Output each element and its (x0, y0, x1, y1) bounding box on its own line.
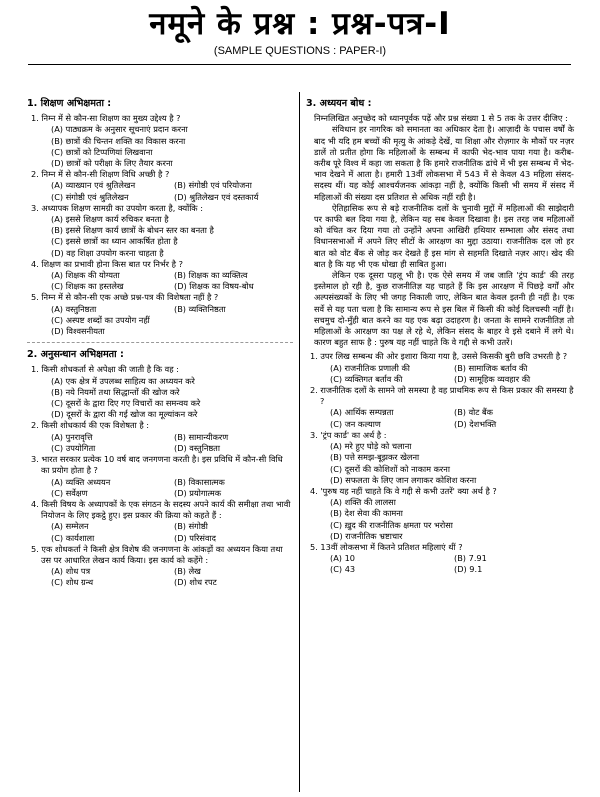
option: (B) संगोष्ठी (174, 521, 208, 532)
page-title: नमूने के प्रश्न : प्रश्न-पत्र-I (149, 6, 451, 42)
option-grid (330, 407, 574, 429)
left-column (27, 94, 293, 589)
option-grid (51, 432, 293, 454)
option: (B) संगोष्ठी एवं परियोजना (174, 180, 252, 191)
option: (D) सफलता के लिए जान लगाकर कोशिश करना (330, 474, 477, 485)
question: 3. 'ट्रंप कार्ड' का अर्थ है : (310, 429, 387, 440)
option: (B) वोट बैंक (454, 407, 493, 418)
option: (B) सामाजिक बर्ताव की (454, 362, 528, 373)
option: (B) इससे शिक्षण कार्य छात्रों के बोधन स्तर का बनता है (51, 225, 214, 236)
option: (A) शोध पत्र (51, 566, 91, 577)
option: (B) व्यक्तिनिष्ठता (174, 303, 226, 314)
option: (B) देश सेवा की कामना (330, 508, 403, 519)
option: (C) कार्यशाला (51, 532, 95, 543)
option-grid (51, 566, 293, 588)
right-column (306, 94, 574, 576)
option: (A) 10 (330, 553, 356, 564)
option: (B) विकासात्मक (174, 476, 225, 487)
option: (D) राजनीतिक भ्रष्टाचार (330, 530, 403, 541)
option: (C) उपयोगिता (51, 442, 96, 453)
question: 2. निम्न में से कौन-सी शिक्षण विधि अच्छी है ? (31, 169, 170, 180)
option: (B) सामान्यीकरण (174, 431, 229, 442)
question: 5. 13वीं लोकसभा में कितने प्रतिशत महिलाएं थीं ? (310, 541, 463, 552)
option: (C) दूसरों के द्वारा दिए गए विचारों का समन्वय करे (51, 398, 201, 409)
option: (C) जन कल्याण (330, 418, 381, 429)
option-grid (51, 304, 293, 315)
option: (D) वस्तुनिष्ठता (174, 442, 220, 453)
option: (D) दूसरों के द्वारा की गई खोज का मूल्यांकन करे (51, 409, 198, 420)
question: 4. 'पुरुष यह नहीं चाहते कि वे गद्दी से कभी उतरें' क्या अर्थ है ? (310, 485, 497, 496)
option-grid (51, 270, 293, 292)
page-subtitle: (SAMPLE QUESTIONS : PAPER-I) (213, 45, 387, 57)
option: (A) व्याख्यान एवं श्रुतिलेखन (51, 180, 136, 191)
option-grid (51, 477, 293, 499)
option: (D) 9.1 (454, 564, 483, 575)
section-heading: 1. शिक्षण अभिक्षमता : (27, 98, 112, 109)
section-separator (27, 342, 293, 344)
option: (A) शक्ति की लालसा (330, 497, 396, 508)
option: (A) राजनीतिक प्रणाली की (330, 362, 410, 373)
question: 2. राजनीतिक दलों के सामने जो समस्या है वह प्राथमिक रूप से किस प्रकार की समस्या है ? (310, 385, 574, 407)
option: (C) शिक्षक का हस्तलेख (51, 281, 124, 292)
option: (B) शिक्षक का व्यक्तित्व (174, 270, 248, 281)
option: (C) दूसरों की कोशिशों को नाकाम करना (330, 463, 450, 474)
option: (A) आर्थिक सम्पन्नता (330, 407, 394, 418)
option: (C) सर्वेक्षण (51, 487, 88, 498)
section-heading: 2. अनुसन्धान अभिक्षमता : (27, 349, 124, 361)
section-instructions: निम्नलिखित अनुच्छेद को ध्यानपूर्वक पढ़ें और प्रश्न संख्या 1 से 5 तक के उत्तर दीजिए : (314, 113, 568, 124)
passage-paragraph: संविधान हर नागरिक को समानता का अधिकार देता है। आज़ादी के पचास वर्षों के बाद भी यदि हम बच्चों की मृत्यु के आंकड़े देखें, या शिक्षा और रोज़गार के मौकों पर नज़र डालें तो प्रतीत होगा कि महिलाओं के सम्बन्ध में काफी भेद-भाव पाया गया है। करीब-करीब पूरे विश्व में कहा जा सकता है कि हमारे राजनीतिक ढांचे में भी इस सम्बन्ध में भेद-भाव देखने में आता है। हमारी 13वीं लोकसभा में 543 में से केवल 43 महिला संसद-सदस्य थीं। यह कोई आश्चर्यजनक आंकड़ा नहीं है, क्योंकि किसी भी समय में संसद में महिलाओं की संख्या दस प्रतिशत से अधिक नहीं रही है। (314, 124, 574, 202)
option: (C) अस्पष्ट शब्दों का उपयोग नहीं (51, 314, 150, 325)
question: 1. निम्न में से कौन-सा शिक्षण का मुख्य उद्देश्य है ? (31, 113, 181, 124)
option: (C) इससे छात्रों का ध्यान आकर्षित होता है (51, 236, 178, 247)
option: (B) पत्ते समझ-बूझकर खेलना (330, 452, 420, 463)
passage-paragraph: ऐतिहासिक रूप से बड़े राजनीतिक दलों के चुनावी मुद्दों में महिलाओं की साझेदारी पर काफी बल दिया गया है, लेकिन यह सब केवल दिखावा है। इस तरह जब महिलाओं को वंचित कर दिया गया तो उन्होंने अपना आखिरी हथियार सम्भाला और संसद तथा विधानसभाओं में अपने लिए सीटों के आरक्षण का मुद्दा उठाया। राजनीतिक दल जो हर बात को वोट बैंक से जोड़ कर देखते हैं इस मांग से सहमति दिखाते नज़र आए। खेद की बात है कि यह भी एक धोखा ही साबित हुआ। (314, 202, 574, 269)
option: (A) व्यक्ति अध्ययन (51, 476, 111, 487)
question: 1. उपर लिख सम्बन्ध की ओर इशारा किया गया है, उससे किसकी बुरी छवि उभरती है ? (310, 351, 568, 362)
option: (A) पुनरावृत्ति (51, 431, 93, 442)
option: (D) विश्वसनीयता (51, 326, 105, 337)
option: (D) वह शिक्षा उपयोग करना चाहता है (51, 247, 164, 258)
option: (A) इससे शिक्षण कार्य रुचिकर बनता है (51, 214, 169, 225)
passage-paragraph: लेकिन एक दूसरा पहलू भी है। एक ऐसे समय में जब जाति 'ट्रंप कार्ड' की तरह इस्तेमाल हो रही है, कुछ राजनीतिज्ञ यह चाहते हैं कि इस आरक्षण में पिछड़े वर्गों और अल्पसंख्यकों के लिए भी जगह निकाली जाए, लेकिन बात केवल इतनी ही नहीं है। एक सर्वे से यह पता चला है कि सामान्य रूप से इस बिल में किसी की कोई दिलचस्पी नहीं है। सचमुच दो-मुँही बात करने का यह एक बढ़ा उदाहरण है। जनता के सामने राजनीतिज्ञ तो महिलाओं के आरक्षण का पक्ष ले रहे थे, लेकिन संसद के बाहर वे इसे दबाने में लगे थे। कारण बहुत साफ है : पुरुष यह नहीं चाहते कि वे गद्दी से कभी उतरें। (314, 270, 574, 348)
option: (B) 7.91 (454, 553, 487, 564)
option: (D) शिक्षक का विषय-बोध (174, 281, 254, 292)
question: 4. शिक्षण का प्रभावी होना किस बात पर निर्भर है ? (31, 258, 183, 269)
option: (C) शोध ग्रन्थ (51, 577, 94, 588)
option: (C) संगोष्ठी एवं श्रुतिलेखन (51, 191, 129, 202)
question: 1. किसी शोधकर्ता से अपेक्षा की जाती है कि वह : (31, 364, 179, 375)
option-grid (330, 363, 574, 385)
option: (C) 43 (330, 564, 356, 575)
option: (D) शोध रपट (174, 577, 217, 588)
section-heading: 3. अध्ययन बोध : (306, 98, 372, 109)
option: (B) नये नियमों तथा सिद्धान्तों की खोज करे (51, 386, 180, 397)
option: (C) छात्रों को टिप्पणियां लिखवाना (51, 146, 153, 157)
option: (B) लेख (174, 566, 201, 577)
option: (A) पाठ्यक्रम के अनुसार सूचनाएं प्रदान करना (51, 124, 188, 135)
option-grid (51, 180, 293, 202)
question: 5. एक शोधकर्ता ने किसी क्षेत्र विशेष की जनगणना के आंकड़ों का अध्ययन किया तथा उस पर आधारित लेखन कार्य किया। इस कार्य को कहेंगे : (31, 543, 283, 565)
option: (B) छात्रों की चिन्तन शक्ति का विकास करना (51, 135, 186, 146)
option: (D) परिसंवाद (174, 532, 216, 543)
option: (D) श्रुतिलेखन एवं दस्तकार्य (174, 191, 259, 202)
question: 3. अध्यापक शिक्षण सामग्री का उपयोग करता है, क्योंकि : (31, 202, 203, 213)
column-divider (299, 92, 300, 792)
option: (D) सामूहिक व्यवहार की (454, 373, 531, 384)
option: (A) एक क्षेत्र में उपलब्ध साहित्य का अध्ययन करे (51, 375, 195, 386)
option: (C) ख़ुद की राजनीतिक क्षमता पर भरोसा (330, 519, 453, 530)
header-divider (28, 64, 571, 65)
option: (A) शिक्षक की योग्यता (51, 270, 120, 281)
option: (A) वस्तुनिष्ठता (51, 303, 97, 314)
option-grid (51, 521, 293, 543)
option: (D) प्रयोगात्मक (174, 487, 222, 498)
option: (D) देशभक्ति (454, 418, 497, 429)
question: 5. निम्न में से कौन-सी एक अच्छे प्रश्न-पत्र की विशेषता नहीं है ? (31, 292, 219, 303)
option: (A) मरे हुए घोड़े को चलाना (330, 441, 412, 452)
option: (C) व्यक्तिगत बर्ताव की (330, 373, 403, 384)
question: 4. किसी विषय के अध्यापकों के एक संगठन के सदस्य अपने कार्य की समीक्षा तथा भावी नियोजन के लिए इकट्ठे हुए। इस प्रकार की क्रिया को कहते हैं : (31, 498, 291, 521)
option: (A) सम्मेलन (51, 521, 89, 532)
question: 3. भारत सरकार प्रत्येक 10 वर्ष बाद जनगणना करती है। इस प्रविधि में कौन-सी विधि का प्रयोग होता है ? (31, 454, 283, 476)
option-grid (330, 553, 574, 575)
question: 2. किसी शोधकार्य की एक विशेषता है : (31, 420, 150, 431)
option: (D) छात्रों को परीक्षा के लिए तैयार करना (51, 158, 173, 169)
